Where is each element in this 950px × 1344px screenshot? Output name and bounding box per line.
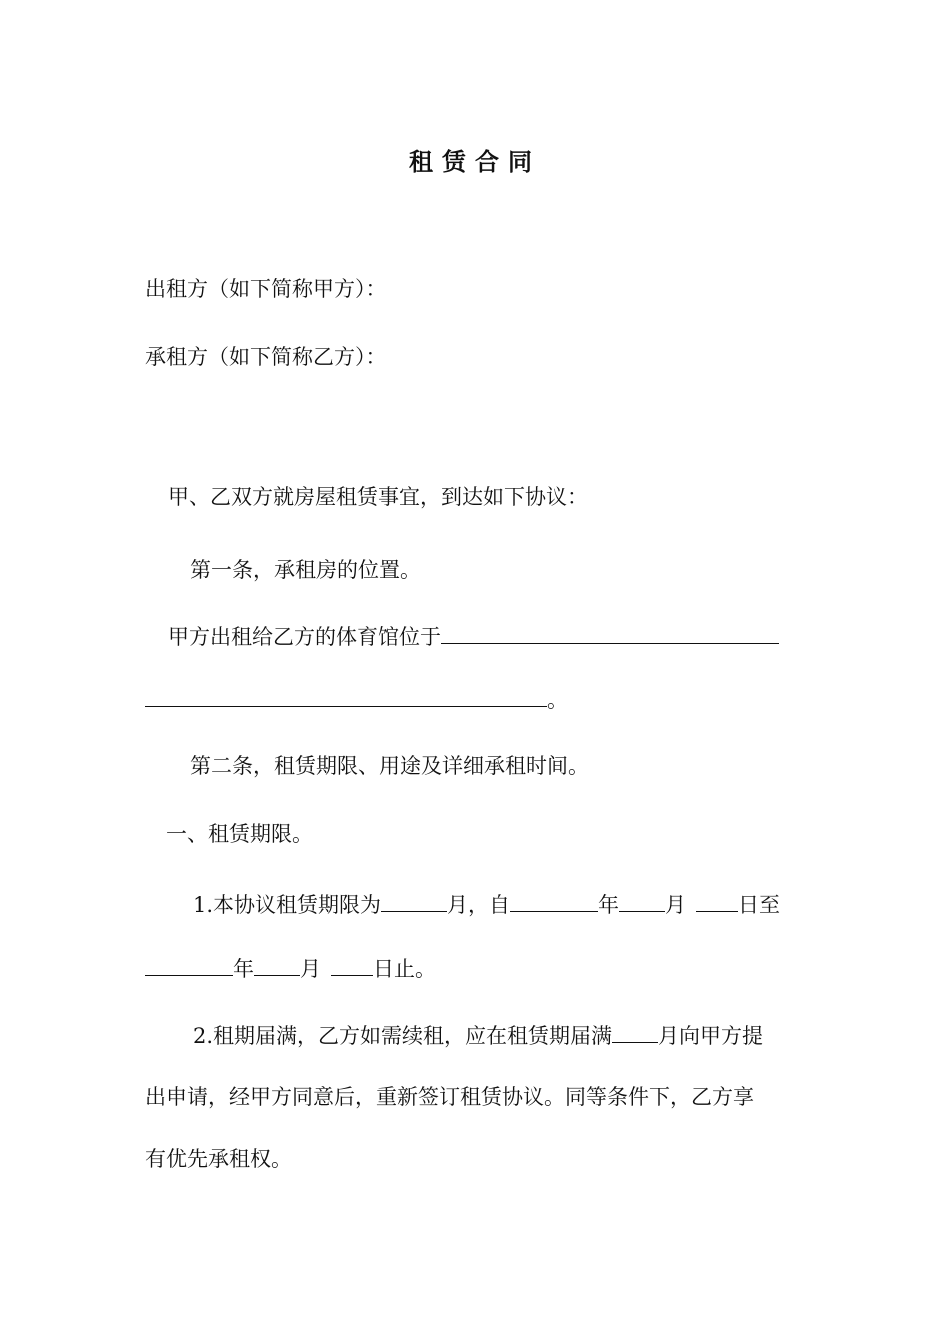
intro-paragraph: 甲、乙双方就房屋租赁事宜，到达如下协议： (168, 485, 588, 509)
item1-text-b: 月，自 (447, 893, 511, 917)
start-year-blank[interactable] (510, 891, 598, 912)
item2-text-a: 2.租期届满，乙方如需续租，应在租赁期届满 (193, 1024, 613, 1048)
location-blank-2[interactable] (145, 686, 547, 707)
article1-end-mark: 。 (547, 688, 568, 712)
article1-location-text: 甲方出租给乙方的体育馆位于 (168, 625, 441, 649)
item1-text-h: 日止。 (373, 957, 436, 981)
article1-heading: 第一条，承租房的位置。 (190, 558, 421, 582)
page-title: 租赁合同 (409, 147, 541, 176)
end-month-blank[interactable] (254, 955, 300, 976)
article1-location-continued (145, 686, 568, 714)
item1-line2 (145, 955, 436, 983)
start-month-blank[interactable] (619, 891, 665, 912)
item2-line2: 出申请，经甲方同意后，重新签订租赁协议。同等条件下，乙方享 (145, 1085, 754, 1109)
item2-line3: 有优先承租权。 (145, 1147, 292, 1171)
item1-text-d: 月 (665, 893, 687, 917)
start-day-blank[interactable] (696, 891, 738, 912)
months-blank[interactable] (381, 891, 447, 912)
item1-line1 (193, 891, 780, 919)
end-year-blank[interactable] (145, 955, 233, 976)
item1-text-f: 年 (233, 957, 254, 981)
item1-text-e: 日至 (738, 893, 781, 917)
location-blank[interactable] (441, 623, 779, 644)
end-day-blank[interactable] (331, 955, 373, 976)
item1-text-a: 1.本协议租赁期限为 (193, 893, 382, 917)
article2-heading: 第二条，租赁期限、用途及详细承租时间。 (190, 754, 589, 778)
item2-line1 (193, 1022, 763, 1050)
item1-text-c: 年 (598, 893, 620, 917)
renewal-months-blank[interactable] (612, 1022, 658, 1043)
item1-text-g: 月 (300, 957, 321, 981)
item2-text-b: 月向甲方提 (658, 1024, 764, 1048)
lessee-line: 承租方（如下简称乙方）： (145, 345, 387, 369)
lessor-line: 出租方（如下简称甲方）： (145, 277, 387, 301)
section1-heading: 一、租赁期限。 (166, 822, 313, 846)
article1-location-line (168, 623, 779, 651)
